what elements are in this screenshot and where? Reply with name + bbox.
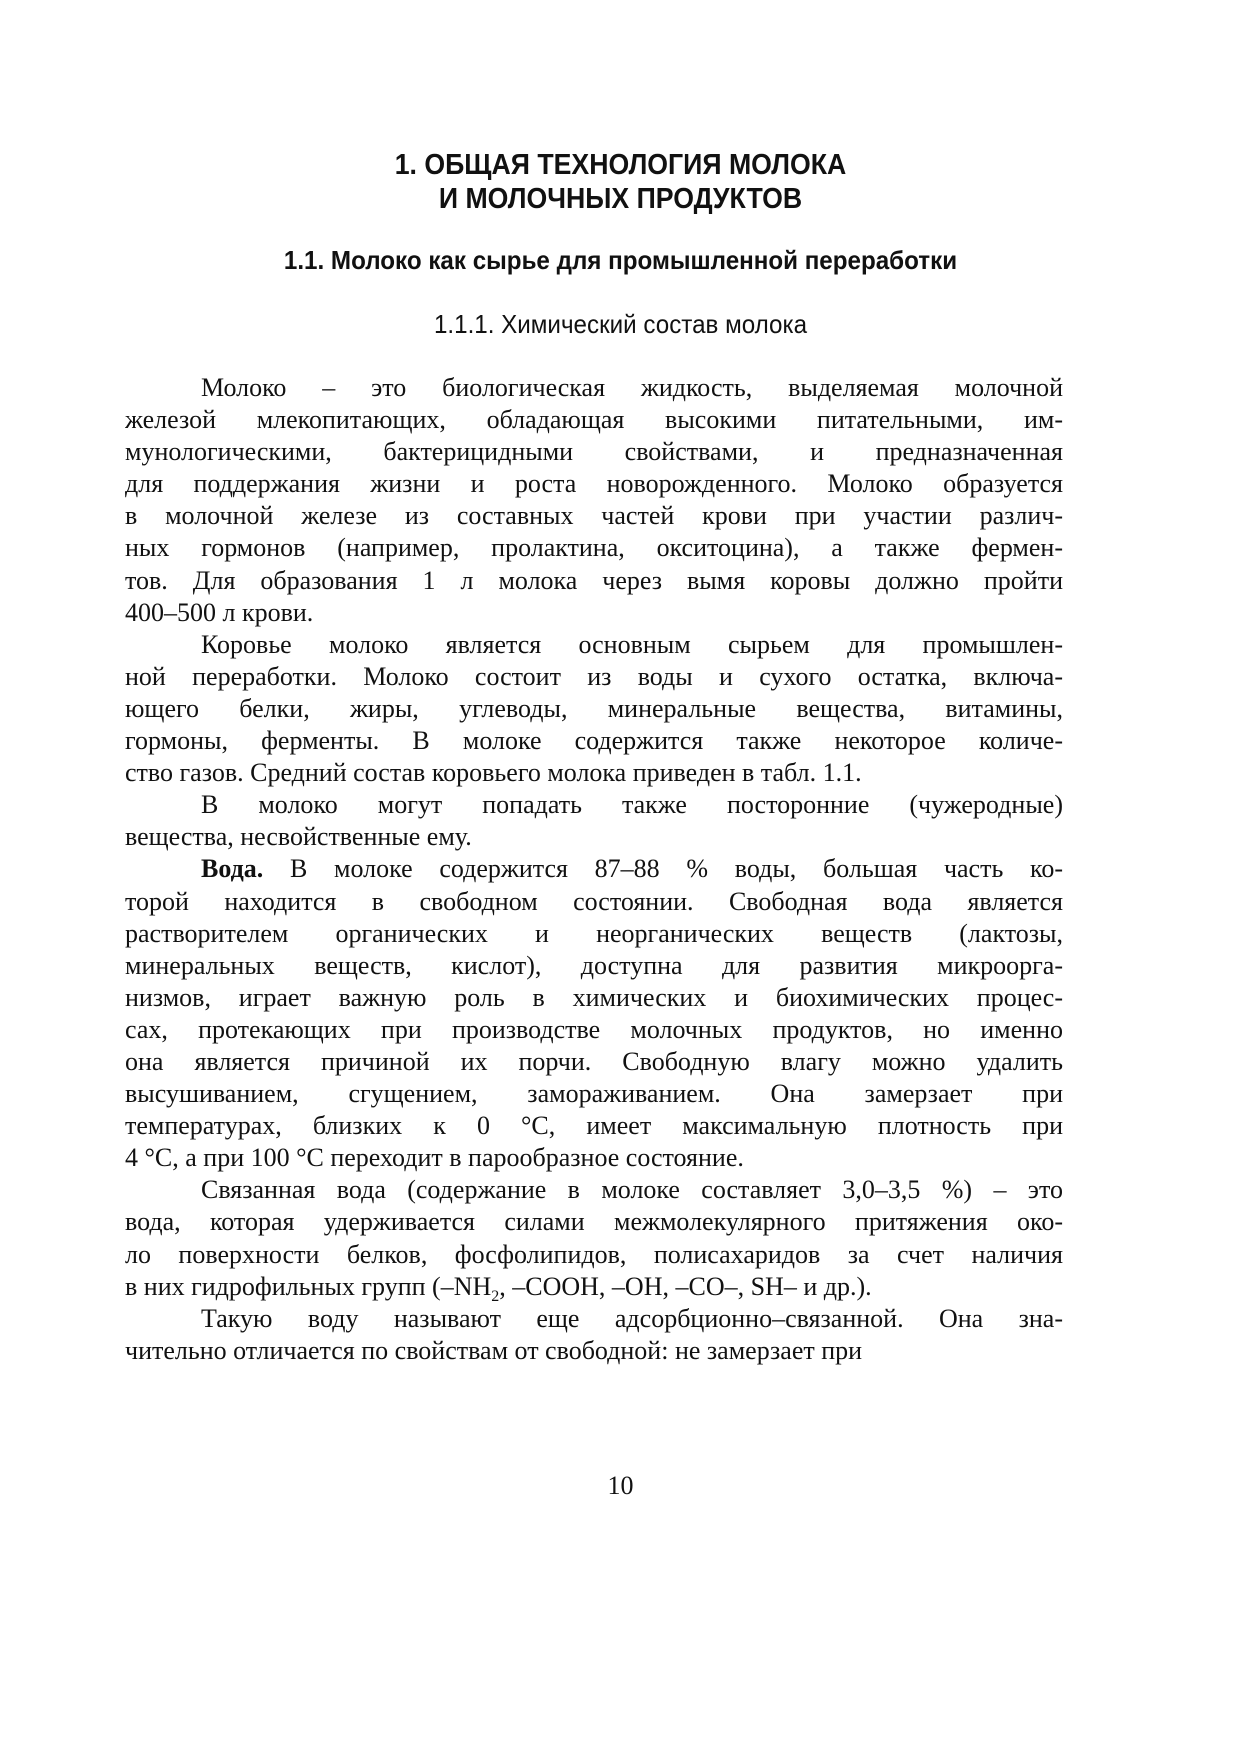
text-run: низмов, играет важную роль в химических и биохимических процес- [125,982,1063,1012]
text-line [125,468,1063,500]
text-line [125,661,1063,693]
chapter-title-line: И МОЛОЧНЫХ ПРОДУКТОВ [438,183,803,215]
text-line [125,1142,1063,1174]
text-line [125,918,1063,950]
text-run: ных гормонов (например, пролактина, окситоцина), а также фермен- [125,533,1063,563]
page-number: 10 [607,1471,634,1500]
text-run: минеральных веществ, кислот), доступна для развития микроорга- [125,950,1063,980]
text-run: В молоко могут попадать также посторонние (чужеродные) [201,790,1063,820]
chapter-title-line: 1. ОБЩАЯ ТЕХНОЛОГИЯ МОЛОКА [394,149,847,181]
text-line [125,629,1063,661]
text-run: в молочной железе из составных частей крови при участии различ- [125,501,1063,531]
text-run: она является причиной их порчи. Свободную влагу можно удалить [125,1046,1063,1076]
text-run: Такую воду называют еще адсорбционно–связанной. Она зна- [201,1303,1063,1333]
text-line [125,404,1063,436]
text-run: гормоны, ферменты. В молоке содержится также некоторое количе- [125,726,1063,756]
text-line [125,436,1063,468]
paragraph [125,629,1063,789]
text-run: для поддержания жизни и роста новорожденного. Молоко образуется [125,469,1063,499]
text-run: высушиванием, сгущением, замораживанием. Она замерзает при [125,1079,1063,1109]
text-run: железой млекопитающих, обладающая высокими питательными, им- [125,405,1063,435]
text-run: чительно отличается по свойствам от свободной: не замерзает при [125,1335,863,1365]
section-title: 1.1. Молоко как сырье для промышленной переработки [283,245,958,275]
text-run: Коровье молоко является основным сырьем для промышлен- [201,629,1063,659]
text-run: , –COOH, –OH, –CO–, SH– и др.). [499,1271,872,1301]
text-line [125,1239,1063,1271]
text-line [125,532,1063,564]
text-line [125,821,1063,853]
paragraph [125,372,1063,629]
text-line [125,789,1063,821]
text-run: 4 °С, а при 100 °С переходит в парообразное состояние. [125,1143,744,1173]
text-run: вещества, несвойственные ему. [125,822,472,852]
text-line [125,725,1063,757]
text-run: 400–500 л крови. [125,597,314,627]
text-line [125,1174,1063,1206]
paragraph [125,1174,1063,1302]
text-line [125,565,1063,597]
text-run: Молоко – это биологическая жидкость, выделяемая молочной [201,373,1063,402]
text-line [125,693,1063,725]
text-run: в них гидрофильных групп (–NH [125,1271,492,1301]
text-line [125,757,1063,789]
text-line [125,500,1063,532]
text-run: ло поверхности белков, фосфолипидов, полисахаридов за счет наличия [125,1239,1063,1269]
text-run: тов. Для образования 1 л молока через вымя коровы должно пройти [125,565,1063,595]
text-run: температурах, близких к 0 °С, имеет максимальную плотность при [125,1111,1063,1141]
text-run: сах, протекающих при производстве молочных продуктов, но именно [125,1014,1063,1044]
text-line [125,372,1063,404]
chapter-title [50,148,1192,216]
text-line [125,1206,1063,1238]
bold-term: Вода. [201,854,264,884]
text-line [125,1110,1063,1142]
subsection-title: 1.1.1. Химический состав молока [433,309,808,339]
text-run: В молоке содержится 87–88 % воды, большая часть ко- [263,854,1063,884]
text-run: растворителем органических и неорганических веществ (лактозы, [125,918,1063,948]
text-run: мунологическими, бактерицидными свойствами, и предназначенная [125,437,1063,467]
text-line [125,982,1063,1014]
text-line [125,1014,1063,1046]
text-line [125,1271,1063,1303]
text-line [125,950,1063,982]
text-run: ство газов. Средний состав коровьего молока приведен в табл. 1.1. [125,758,862,788]
text-run: Связанная вода (содержание в молоке составляет 3,0–3,5 %) – это [201,1175,1063,1205]
text-run: торой находится в свободном состоянии. Свободная вода является [125,886,1063,916]
text-line [125,1335,1063,1367]
subscript: 2 [491,1287,500,1303]
text-line [125,597,1063,629]
text-run: ющего белки, жиры, углеводы, минеральные вещества, витамины, [125,693,1063,723]
paragraph [125,853,1063,1174]
text-run: ной переработки. Молоко состоит из воды и сухого остатка, включа- [125,661,1063,691]
text-run: вода, которая удерживается силами межмолекулярного притяжения око- [125,1207,1063,1237]
paragraph [125,1303,1063,1367]
body-text [125,372,1063,1367]
text-line [125,1078,1063,1110]
text-line [125,853,1063,885]
paragraph [125,789,1063,853]
text-line [125,1046,1063,1078]
text-line [125,1303,1063,1335]
text-line [125,886,1063,918]
